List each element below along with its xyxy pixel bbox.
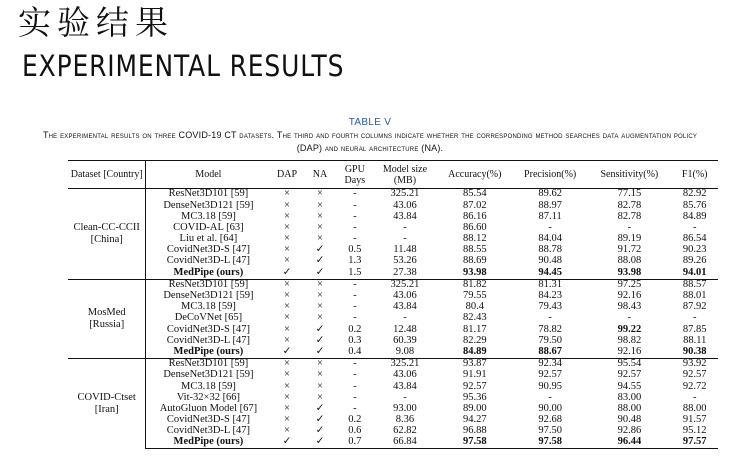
header-na: NA (304, 161, 337, 189)
cell-dap: × (284, 402, 290, 414)
cell-dap: × (284, 244, 290, 256)
cell-na: × (317, 369, 323, 381)
cell-model: CovidNet3D-L [47] (166, 334, 251, 346)
header-model: Model (146, 161, 271, 189)
cell-model: DeCoVNet [65] (174, 312, 243, 324)
cell-gpu-days: 0.7 (336, 437, 373, 449)
cell-gpu-days: 0.5 (348, 244, 362, 256)
cell-sensitivity: 99.22 (617, 323, 642, 335)
cell-model: MC3.18 [59] (180, 380, 236, 392)
table-row (68, 291, 718, 302)
cell-model: MC3.18 [59] (180, 210, 236, 222)
cell-model: MC3.18 [59] (180, 301, 236, 313)
cell-model: DenseNet3D121 [59] (163, 199, 254, 211)
cell-gpu-days: - (353, 301, 357, 313)
table-row (68, 267, 718, 279)
header-f1: F1(%) (671, 161, 718, 189)
cell-dap: × (284, 290, 290, 302)
cell-sensitivity: 83.00 (617, 391, 642, 403)
cell-sensitivity: 92.86 (617, 425, 642, 437)
cell-gpu-days: - (353, 369, 357, 381)
cell-gpu-days: 0.6 (348, 425, 362, 437)
table-row (68, 404, 718, 415)
cell-sensitivity: 82.78 (617, 210, 642, 222)
cell-accuracy: 81.82 (437, 279, 513, 291)
table-row (68, 324, 718, 335)
cell-sensitivity: 88.00 (617, 402, 642, 414)
cell-na: ✓ (315, 266, 325, 278)
cell-model: Liu et al. [64] (179, 233, 238, 245)
cell-dap: × (284, 369, 290, 381)
table-row (68, 245, 718, 256)
cell-na: ✓ (315, 345, 325, 357)
cell-gpu-days: - (353, 199, 357, 211)
cell-model-size: 325.21 (373, 279, 436, 291)
cell-accuracy: 85.54 (437, 189, 513, 201)
cell-na: ✓ (315, 255, 325, 267)
cell-model: MedPipe (ours) (173, 345, 244, 357)
table-row (68, 302, 718, 313)
table-row (68, 358, 718, 370)
cell-sensitivity: - (627, 221, 632, 233)
cell-gpu-days: - (353, 290, 357, 302)
cell-accuracy: 82.29 (462, 334, 487, 346)
cell-model-size: 325.21 (373, 189, 436, 201)
cell-dap: × (284, 221, 290, 233)
cell-na: × (304, 279, 337, 291)
cell-model: MedPipe (ours) (146, 437, 271, 449)
results-table (68, 160, 718, 449)
cell-precision: 90.95 (538, 380, 562, 392)
cell-accuracy: 88.55 (462, 244, 487, 256)
cell-f1: 91.57 (682, 414, 707, 426)
cell-sensitivity: 95.54 (587, 358, 671, 370)
cell-gpu-days: 0.4 (348, 345, 362, 357)
cell-gpu-days: - (353, 233, 357, 245)
cell-f1: 87.85 (682, 323, 707, 335)
cell-precision: 92.34 (513, 358, 587, 370)
table-body (68, 189, 718, 449)
cell-gpu-days: 0.3 (348, 334, 362, 346)
cell-sensitivity: 97.25 (587, 279, 671, 291)
cell-sensitivity: 98.82 (617, 334, 642, 346)
cell-na: × (317, 301, 323, 313)
cell-model: Vit-32×32 [66] (176, 391, 241, 403)
cell-precision: - (548, 391, 552, 403)
cell-sensitivity: 90.48 (617, 414, 642, 426)
table-label: TABLE V (348, 117, 392, 128)
header-model-size: Model size (MB) (373, 161, 436, 189)
table-row (68, 370, 718, 381)
cell-dap: × (284, 233, 290, 245)
table-row (68, 335, 718, 346)
cell-dap: × (284, 334, 290, 346)
cell-precision: 88.97 (538, 199, 562, 211)
cell-dap: × (284, 414, 290, 426)
cell-dap: ✓ (282, 345, 292, 357)
cell-precision: 84.04 (538, 233, 562, 245)
cell-f1: 84.89 (682, 210, 707, 222)
table-row (68, 347, 718, 359)
cell-na: × (317, 199, 323, 211)
cell-model-size: 43.06 (393, 369, 417, 381)
cell-model-size: 43.06 (393, 199, 417, 211)
table-row (68, 313, 718, 324)
cell-gpu-days: - (336, 189, 373, 201)
cell-model-size: - (403, 221, 407, 233)
cell-accuracy: 91.91 (462, 369, 487, 381)
cell-model-size: 66.84 (373, 437, 436, 449)
cell-model-size: 43.84 (393, 380, 417, 392)
cell-model-size: 43.84 (393, 210, 417, 222)
cell-na: ✓ (304, 437, 337, 449)
cell-na: × (304, 358, 337, 370)
cell-gpu-days: - (336, 358, 373, 370)
cell-model-size: 8.36 (395, 414, 415, 426)
cell-model: CovidNet3D-L [47] (166, 425, 251, 437)
cell-dap: × (284, 380, 290, 392)
cell-model: MedPipe (ours) (173, 266, 244, 278)
cell-precision: 90.00 (538, 402, 562, 414)
cell-sensitivity: 92.16 (617, 290, 642, 302)
cell-na: ✓ (315, 334, 325, 346)
cell-na: ✓ (315, 244, 325, 256)
cell-model-size: 53.26 (393, 255, 417, 267)
cell-sensitivity: 98.43 (617, 301, 642, 313)
table-row (68, 392, 718, 403)
cell-model: ResNet3D101 [59] (146, 189, 271, 201)
cell-model-size: 43.06 (393, 290, 417, 302)
header-precision: Precision(%) (513, 161, 587, 189)
cell-gpu-days: - (353, 391, 357, 403)
cell-accuracy: 81.17 (462, 323, 487, 335)
header-dataset: Dataset [Country] (68, 161, 146, 189)
cell-f1: 97.57 (671, 437, 718, 449)
cell-dap: × (284, 199, 290, 211)
cell-sensitivity: 94.55 (617, 380, 642, 392)
cell-accuracy: 86.60 (462, 221, 487, 233)
table-row (68, 415, 718, 426)
header-accuracy: Accuracy(%) (437, 161, 513, 189)
cell-model-size: 325.21 (373, 358, 436, 370)
cell-dap: × (284, 391, 290, 403)
cell-sensitivity: 88.08 (617, 255, 642, 267)
cell-dap: × (270, 279, 303, 291)
cell-gpu-days: 0.2 (348, 414, 362, 426)
dataset-country: [Russia] (89, 318, 125, 330)
cell-na: ✓ (315, 402, 325, 414)
cell-model: AutoGluon Model [67] (159, 402, 258, 414)
cell-accuracy: 93.98 (462, 266, 487, 278)
dataset-country: [China] (90, 233, 123, 245)
cell-model: CovidNet3D-L [47] (166, 255, 251, 267)
cell-precision: 88.67 (538, 345, 562, 357)
cell-precision: 92.57 (538, 369, 562, 381)
cell-gpu-days: 1.3 (348, 255, 362, 267)
cell-f1: 94.01 (682, 266, 707, 278)
cell-model-size: 43.84 (393, 301, 417, 313)
dataset-name: MosMed (87, 306, 126, 318)
cell-precision: 97.58 (513, 437, 587, 449)
dataset-cell (68, 358, 146, 449)
cell-dap: × (284, 425, 290, 437)
table-row (68, 234, 718, 245)
header-sensitivity: Sensitivity(%) (587, 161, 671, 189)
cell-model-size: 11.48 (393, 244, 417, 256)
cell-dap: × (270, 358, 303, 370)
cell-precision: 97.50 (538, 425, 562, 437)
cell-na: × (317, 380, 323, 392)
cell-f1: 87.92 (682, 301, 707, 313)
cell-f1: 82.92 (671, 189, 718, 201)
cell-gpu-days: - (336, 279, 373, 291)
cell-na: × (317, 210, 323, 222)
cell-na: × (317, 312, 323, 324)
cell-accuracy: 94.27 (462, 414, 487, 426)
dataset-country: [Iran] (94, 403, 119, 415)
cell-model-size: - (403, 391, 407, 403)
cell-na: × (317, 221, 323, 233)
cell-sensitivity: 92.16 (617, 345, 642, 357)
cell-dap: × (284, 301, 290, 313)
cell-accuracy: 79.55 (462, 290, 487, 302)
cell-f1: 90.38 (682, 345, 707, 357)
cell-f1: 88.57 (671, 279, 718, 291)
cell-accuracy: 89.00 (462, 402, 487, 414)
cell-precision: 81.31 (513, 279, 587, 291)
cell-gpu-days: 0.2 (348, 323, 362, 335)
cell-accuracy: 84.89 (462, 345, 487, 357)
header-dap: DAP (270, 161, 303, 189)
cell-accuracy: 95.36 (462, 391, 487, 403)
cell-model-size: - (403, 233, 407, 245)
cell-gpu-days: - (353, 312, 357, 324)
cell-model-size: 60.39 (393, 334, 417, 346)
cell-f1: 93.92 (671, 358, 718, 370)
header-gpu-days: GPU Days (336, 161, 373, 189)
cell-precision: 88.78 (538, 244, 562, 256)
cell-f1: 90.23 (682, 244, 707, 256)
header-row (68, 161, 718, 189)
cell-precision: 84.23 (538, 290, 562, 302)
cell-model: DenseNet3D121 [59] (163, 369, 254, 381)
cell-model-size: 12.48 (393, 323, 417, 335)
cell-f1: 88.11 (683, 334, 707, 346)
cell-model-size: 93.00 (393, 402, 417, 414)
dataset-cell (68, 189, 146, 280)
cell-model: ResNet3D101 [59] (146, 279, 271, 291)
cell-sensitivity: 89.19 (617, 233, 642, 245)
cell-gpu-days: 1.5 (348, 266, 362, 278)
cell-f1: 86.54 (682, 233, 707, 245)
cell-na: × (317, 233, 323, 245)
page-title-english: EXPERIMENTAL RESULTS (22, 49, 345, 83)
cell-f1: 88.01 (682, 290, 707, 302)
cell-dap: ✓ (282, 266, 292, 278)
cell-model: COVID-AL [63] (173, 221, 244, 233)
cell-dap: ✓ (270, 437, 303, 449)
cell-precision: 89.62 (513, 189, 587, 201)
cell-model-size: 62.82 (393, 425, 417, 437)
cell-f1: - (692, 221, 697, 233)
cell-na: × (304, 189, 337, 201)
cell-model: DenseNet3D121 [59] (163, 290, 254, 302)
dataset-cell (68, 279, 146, 358)
cell-gpu-days: - (353, 380, 357, 392)
cell-gpu-days: - (353, 402, 357, 414)
cell-na: ✓ (315, 414, 325, 426)
cell-na: × (317, 391, 323, 403)
cell-precision: 78.82 (538, 323, 562, 335)
cell-model-size: 27.38 (393, 266, 417, 278)
cell-accuracy: 88.12 (462, 233, 487, 245)
table-row (68, 279, 718, 291)
cell-model: CovidNet3D-S [47] (166, 414, 250, 426)
cell-precision: 90.48 (538, 255, 562, 267)
cell-model: ResNet3D101 [59] (146, 358, 271, 370)
cell-accuracy: 92.57 (462, 380, 487, 392)
cell-accuracy: 93.87 (437, 358, 513, 370)
cell-precision: 87.11 (538, 210, 562, 222)
cell-sensitivity: 93.98 (617, 266, 642, 278)
table-row (68, 256, 718, 267)
cell-precision: 94.45 (538, 266, 562, 278)
table-row (68, 223, 718, 234)
cell-gpu-days: - (353, 210, 357, 222)
cell-f1: 95.12 (682, 425, 707, 437)
cell-precision: - (548, 312, 552, 324)
cell-sensitivity: 77.15 (587, 189, 671, 201)
cell-accuracy: 82.43 (462, 312, 487, 324)
cell-accuracy: 86.16 (462, 210, 487, 222)
cell-f1: 92.72 (682, 380, 707, 392)
cell-sensitivity: 92.57 (617, 369, 642, 381)
cell-precision: 79.43 (538, 301, 562, 313)
cell-model: CovidNet3D-S [47] (166, 323, 250, 335)
cell-sensitivity: - (627, 312, 632, 324)
table-caption: The experimental results on three COVID-19 CT datasets. The third and fourth columns indicate whether the corresponding method searches data augmentation policy (DAP) and neural architecture (NA). (42, 130, 698, 153)
table-row (68, 200, 718, 211)
cell-f1: - (692, 391, 697, 403)
cell-model-size: - (403, 312, 407, 324)
cell-model-size: 9.08 (395, 345, 415, 357)
cell-na: × (317, 290, 323, 302)
cell-dap: × (284, 312, 290, 324)
cell-sensitivity: 82.78 (617, 199, 642, 211)
cell-accuracy: 88.69 (462, 255, 487, 267)
cell-f1: 89.26 (682, 255, 707, 267)
cell-na: ✓ (315, 425, 325, 437)
cell-precision: 79.50 (538, 334, 562, 346)
dataset-name: Clean-CC-CCII (73, 221, 140, 233)
cell-f1: 92.57 (682, 369, 707, 381)
cell-gpu-days: - (353, 221, 357, 233)
cell-dap: × (284, 255, 290, 267)
table-row (68, 381, 718, 392)
cell-dap: × (270, 189, 303, 201)
cell-f1: 85.76 (682, 199, 707, 211)
cell-sensitivity: 96.44 (587, 437, 671, 449)
cell-accuracy: 80.4 (465, 301, 484, 313)
table-row (68, 426, 718, 437)
cell-precision: - (548, 221, 552, 233)
cell-accuracy: 96.88 (462, 425, 487, 437)
cell-dap: × (284, 323, 290, 335)
dataset-name: COVID-Ctset (77, 391, 136, 403)
cell-f1: - (692, 312, 697, 324)
cell-dap: × (284, 210, 290, 222)
table-row (68, 189, 718, 201)
cell-na: ✓ (315, 323, 325, 335)
cell-precision: 92.68 (538, 414, 562, 426)
page-title-chinese: 实验结果 (18, 3, 174, 42)
cell-sensitivity: 91.72 (617, 244, 642, 256)
cell-f1: 88.00 (682, 402, 707, 414)
cell-accuracy: 97.58 (437, 437, 513, 449)
cell-model: CovidNet3D-S [47] (166, 244, 250, 256)
table-row (68, 437, 718, 449)
cell-accuracy: 87.02 (462, 199, 487, 211)
table-row (68, 211, 718, 222)
